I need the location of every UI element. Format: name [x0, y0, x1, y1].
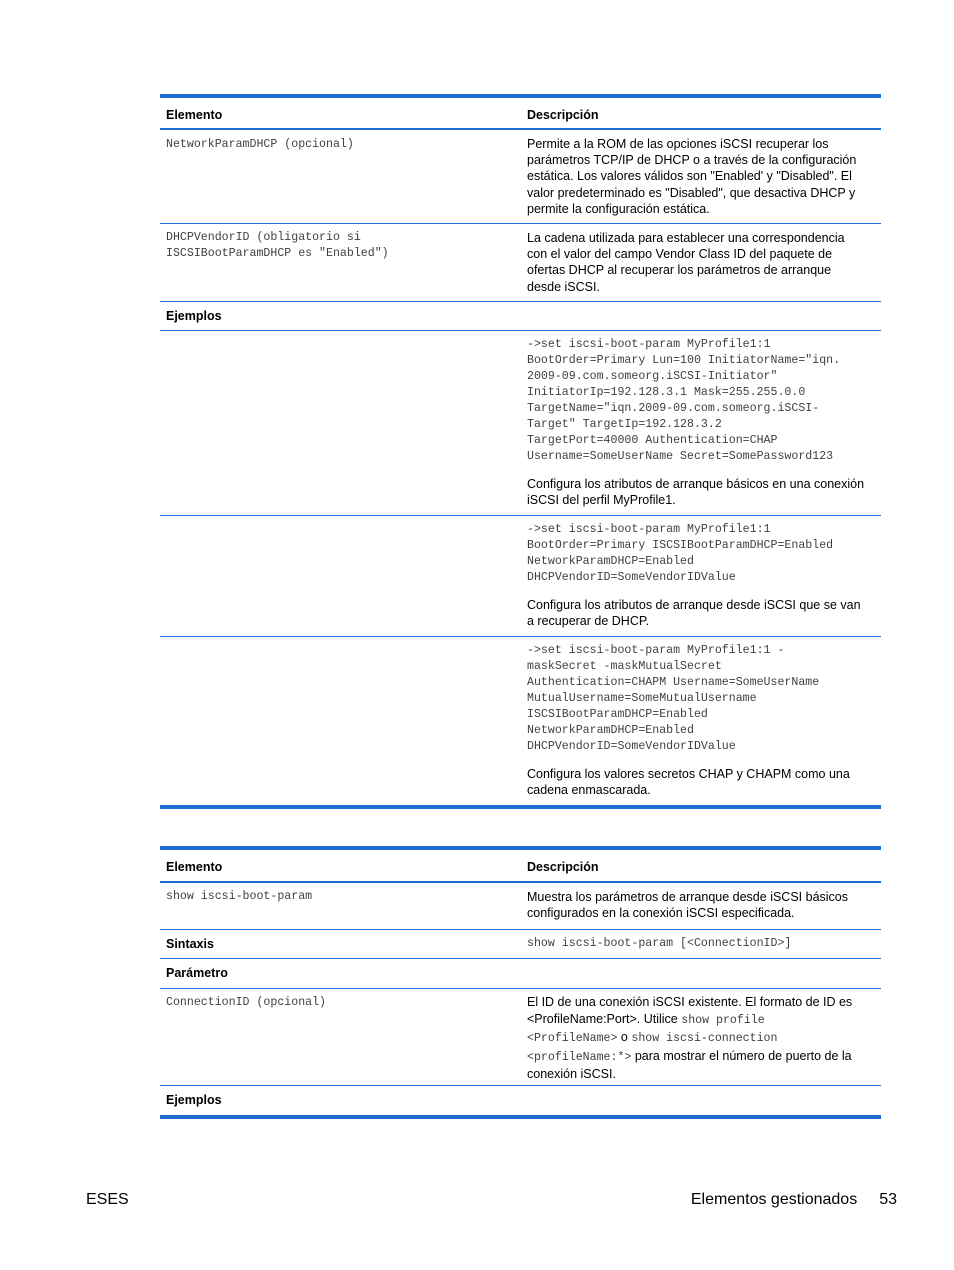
param-text: <ProfileName:Port>. Utilice [527, 1012, 682, 1027]
header-descripcion: Descripción [527, 860, 599, 874]
table-row [160, 224, 881, 302]
footer-page-info [691, 1191, 897, 1209]
inline-code: <ProfileName> [527, 1032, 618, 1046]
element-description: Muestra los parámetros de arranque desde iSCSI básicos configurados en la conexión iSCSI especificada. [527, 890, 848, 921]
param-text: o [617, 1030, 632, 1045]
param-text: para mostrar el número de puerto de la [631, 1048, 852, 1063]
example-code: ->set iscsi-boot-param MyProfile1:1 BootOrder=Primary ISCSIBootParamDHCP=Enabled NetworkParamDHCP=Enabled DHCPVendorID=SomeVendorIDValue [527, 523, 834, 584]
example-code: ->set iscsi-boot-param MyProfile1:1 - maskSecret -maskMutualSecret Authentication=CHAPM Username=SomeUserName MutualUsername=SomeMutualUsername ISCSIBootParamDHCP=Enabled NetworkParamDHCP=Enabled DHCPVendorID=SomeVendorIDValue [527, 644, 820, 753]
header-descripcion: Descripción [527, 108, 599, 122]
param-text: El ID de una conexión iSCSI existente. El formato de ID es [527, 995, 853, 1009]
parameter-label: Parámetro [166, 966, 228, 980]
param-text: conexión iSCSI. [527, 1066, 616, 1081]
example-code: ->set iscsi-boot-param MyProfile1:1 BootOrder=Primary Lun=100 InitiatorName="iqn. 2009-09.com.someorg.iSCSI-Initiator" InitiatorIp=192.128.3.1 Mask=255.255.0.0 TargetName="iqn.2009-09.com.someorg.iSCSI- Target" TargetIp=192.128.3.2 TargetPort=40000 Authentication=CHAP Username=SomeUserName Secret=SomePassword123 [527, 338, 841, 463]
inline-code: <profileName:*> [527, 1050, 632, 1064]
table-row [160, 130, 881, 224]
table-set-iscsi-boot-param [160, 94, 881, 809]
element-description: Permite a la ROM de las opciones iSCSI recuperar los parámetros TCP/IP de DHCP o a través de la configuración estática. Los valores válidos son "Enabled' y "Disabled". El valor predeterminado es "Disabled", que desactiva DHCP y permite la configuración estática. [527, 137, 857, 216]
example-description: Configura los valores secretos CHAP y CHAPM como una cadena enmascarada. [527, 767, 850, 798]
element-name: NetworkParamDHCP (opcional) [166, 138, 354, 151]
example-description: Configura los atributos de arranque desde iSCSI que se van a recuperar de DHCP. [527, 598, 861, 629]
example-row [160, 637, 881, 805]
inline-code: show profile [681, 1014, 765, 1028]
footer-language-code: ESES [86, 1191, 129, 1208]
example-row [160, 331, 881, 516]
table-row [160, 883, 881, 930]
page-number: 53 [879, 1191, 897, 1208]
syntax-row [160, 930, 881, 959]
syntax-code: show iscsi-boot-param [<ConnectionID>] [527, 937, 792, 950]
element-description [521, 989, 881, 1085]
header-elemento: Elemento [166, 860, 223, 874]
example-row [160, 516, 881, 637]
table-show-iscsi-boot-param [160, 846, 881, 1119]
element-description: La cadena utilizada para establecer una correspondencia con el valor del campo Vendor Class ID del paquete de ofertas DHCP al recuperar los parámetros de arranque desde iSCSI. [527, 231, 845, 294]
element-name: show iscsi-boot-param [166, 890, 313, 903]
table-header [160, 98, 881, 130]
footer-section-title: Elementos gestionados [690, 1191, 858, 1208]
examples-heading-row [160, 1086, 881, 1115]
parameter-heading-row [160, 959, 881, 989]
examples-heading-row [160, 302, 881, 331]
syntax-label: Sintaxis [166, 937, 214, 951]
examples-label: Ejemplos [166, 309, 222, 323]
header-elemento: Elemento [166, 108, 223, 122]
element-name: ConnectionID (opcional) [166, 996, 327, 1009]
examples-label: Ejemplos [166, 1093, 222, 1107]
table-row [160, 989, 881, 1086]
example-description: Configura los atributos de arranque básicos en una conexión iSCSI del perfil MyProfile1. [527, 477, 865, 508]
element-name: DHCPVendorID (obligatorio si ISCSIBootParamDHCP es "Enabled") [166, 231, 389, 260]
inline-code: show iscsi-connection [631, 1032, 778, 1046]
table-header [160, 850, 881, 883]
